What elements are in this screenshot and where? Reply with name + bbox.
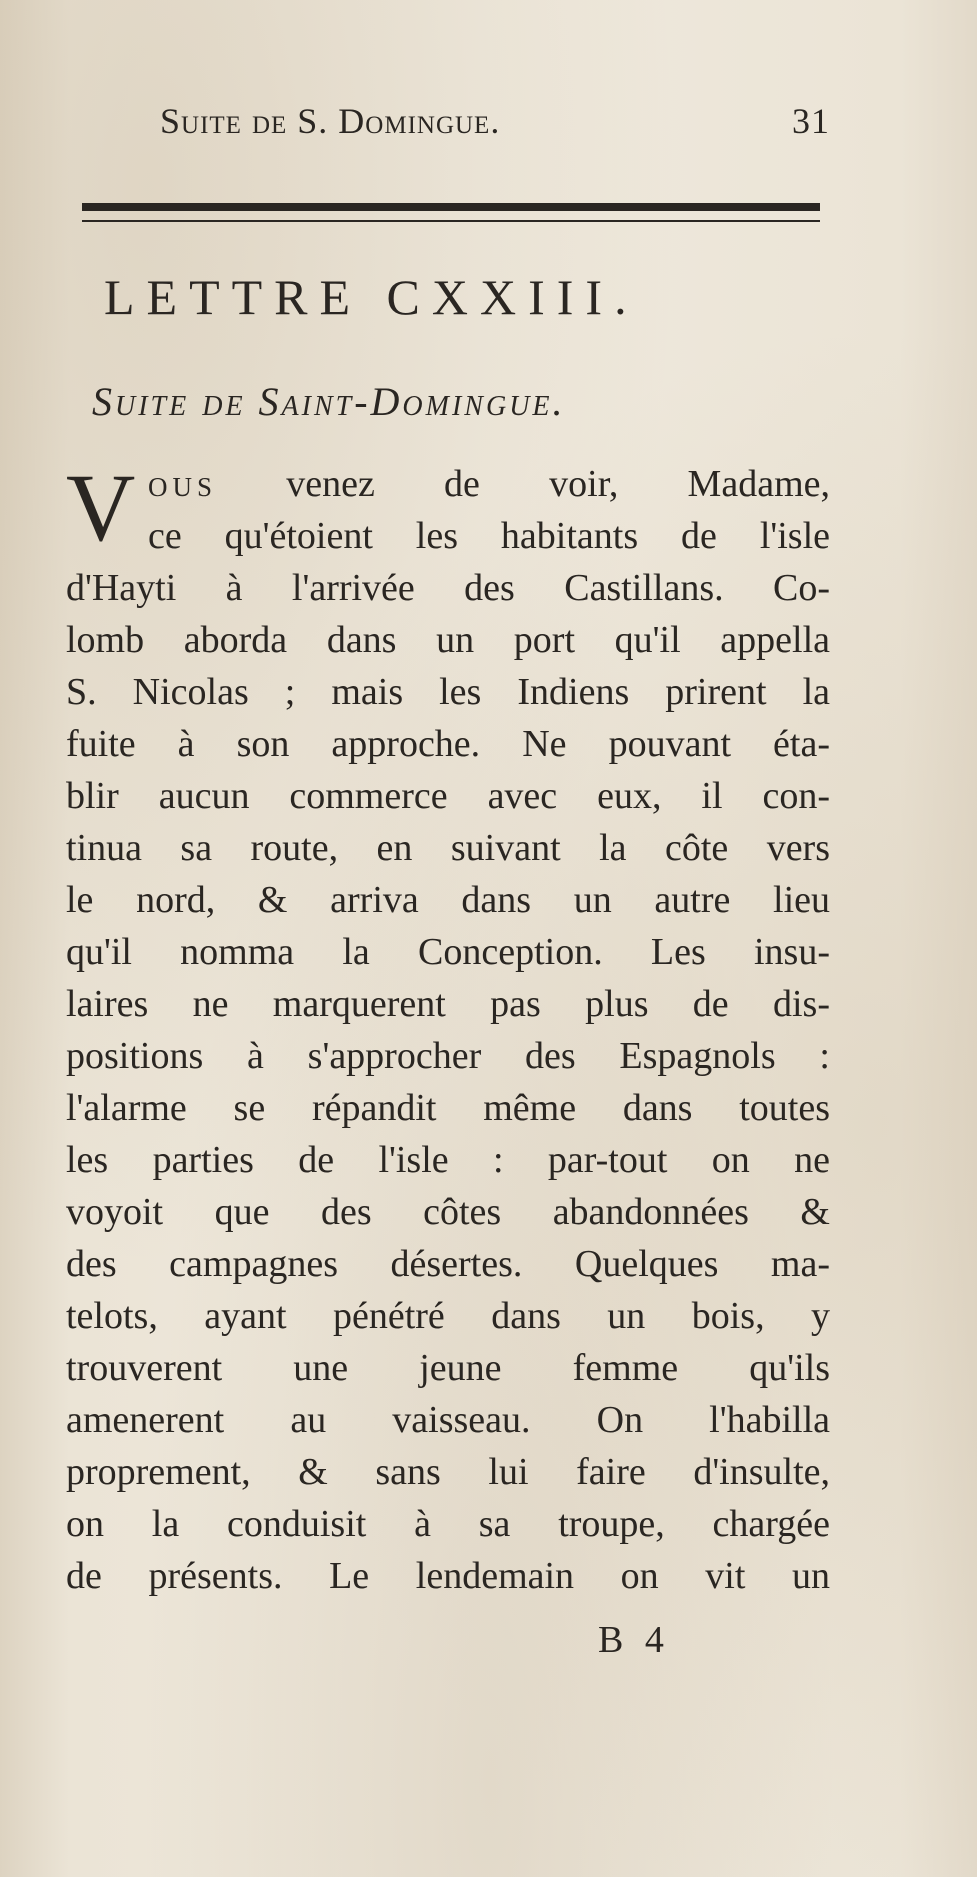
body-text bbox=[66, 454, 830, 1602]
text-line: tinua sa route, en suivant la côte vers bbox=[66, 827, 830, 869]
text-line: telots, ayant pénétré dans un bois, y bbox=[66, 1295, 830, 1337]
text-line: les parties de l'isle : par-tout on ne bbox=[66, 1139, 830, 1181]
text-line: amenerent au vaisseau. On l'habilla bbox=[66, 1399, 830, 1441]
first-word-smallcaps: ous bbox=[148, 463, 218, 505]
text-line: trouverent une jeune femme qu'ils bbox=[66, 1347, 830, 1389]
text-line: blir aucun commerce avec eux, il con- bbox=[66, 775, 830, 817]
first-line-text: venez de voir, Madame, bbox=[217, 463, 830, 505]
running-head bbox=[160, 100, 830, 150]
signature-mark: B 4 bbox=[598, 1619, 670, 1661]
letter-subheading: Suite de Saint-Domingue. bbox=[92, 379, 566, 424]
text-line: positions à s'approcher des Espagnols : bbox=[66, 1035, 830, 1077]
text-line: de présents. Le lendemain on vit un bbox=[66, 1555, 830, 1597]
text-line: ce qu'étoient les habitants de l'isle bbox=[148, 515, 830, 557]
text-line: l'alarme se répandit même dans toutes bbox=[66, 1087, 830, 1129]
text-line: des campagnes désertes. Quelques ma- bbox=[66, 1243, 830, 1285]
text-line: proprement, & sans lui faire d'insulte, bbox=[66, 1451, 830, 1493]
text-line: voyoit que des côtes abandonnées & bbox=[66, 1191, 830, 1233]
text-line: d'Hayti à l'arrivée des Castillans. Co- bbox=[66, 567, 830, 609]
text-line: fuite à son approche. Ne pouvant éta- bbox=[66, 723, 830, 765]
letter-heading: LETTRE CXXIII. bbox=[104, 269, 639, 325]
text-line: le nord, & arriva dans un autre lieu bbox=[66, 879, 830, 921]
page-number: 31 bbox=[792, 101, 830, 141]
text-line: S. Nicolas ; mais les Indiens prirent la bbox=[66, 671, 830, 713]
header-rule-thin bbox=[82, 220, 820, 222]
text-line: qu'il nomma la Conception. Les insu- bbox=[66, 931, 830, 973]
text-line: lomb aborda dans un port qu'il appella bbox=[66, 619, 830, 661]
text-line: laires ne marquerent pas plus de dis- bbox=[66, 983, 830, 1025]
text-line: on la conduisit à sa troupe, chargée bbox=[66, 1503, 830, 1545]
running-head-title: Suite de S. Domingue. bbox=[160, 101, 501, 141]
header-rule-thick bbox=[82, 203, 820, 211]
drop-cap: V bbox=[66, 454, 136, 561]
